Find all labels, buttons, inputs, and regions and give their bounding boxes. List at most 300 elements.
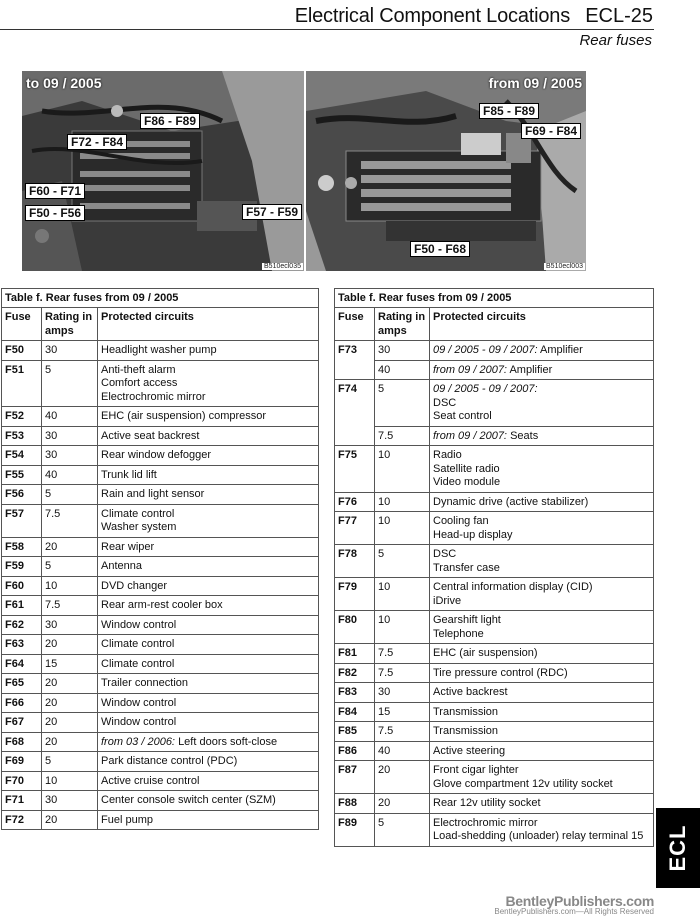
- table-row: [2, 360, 319, 407]
- section-tab-label: ECL: [665, 824, 690, 872]
- photo-left-image: [22, 71, 304, 271]
- circuit-text: Window control: [101, 716, 177, 728]
- fuse-circuits: [430, 611, 654, 644]
- fuse-number: F67: [2, 713, 42, 733]
- circuit-text: Rear window defogger: [101, 449, 212, 461]
- table-row: [335, 492, 654, 512]
- table-row: [335, 794, 654, 814]
- circuit-text: Electrochromic mirror: [101, 390, 206, 403]
- circuit-text: Gearshift light: [433, 614, 501, 626]
- fuse-circuits: [98, 485, 319, 505]
- fuse-number: F61: [2, 596, 42, 616]
- table-row: [2, 537, 319, 557]
- circuit-text: Transfer case: [433, 561, 500, 574]
- circuit-text: Dynamic drive (active stabilizer): [433, 495, 589, 508]
- table-row: [335, 761, 654, 794]
- fuse-rating: 30: [42, 426, 98, 446]
- fuse-circuits: [430, 380, 654, 427]
- fuse-circuits: [430, 644, 654, 664]
- fuse-number: F78: [335, 545, 375, 578]
- fuse-number: F50: [2, 341, 42, 361]
- table-left-caption: Table f. Rear fuses from 09 / 2005: [1, 288, 319, 307]
- fuse-circuits: [430, 813, 654, 846]
- circuit-text: Seat control: [433, 410, 492, 422]
- fuse-circuits: [98, 426, 319, 446]
- circuit-line: [101, 814, 315, 828]
- fuse-circuits: [430, 426, 654, 446]
- fuse-rating: 10: [375, 611, 430, 644]
- table-row: [2, 693, 319, 713]
- fuse-circuits: [430, 741, 654, 761]
- column-header-fuse: Fuse: [2, 308, 42, 341]
- table-row: [2, 446, 319, 466]
- fuse-rating: 20: [42, 674, 98, 694]
- circuit-line: [433, 515, 650, 529]
- fuse-circuits: [430, 360, 654, 380]
- fuse-number: F56: [2, 485, 42, 505]
- fuse-rating: 30: [42, 791, 98, 811]
- circuit-text: Trunk lid lift: [101, 468, 157, 481]
- label-f69-f84-right: F69 - F84: [521, 123, 581, 139]
- table-row: [2, 810, 319, 830]
- circuit-text: Video module: [433, 476, 501, 488]
- fuse-number: F62: [2, 615, 42, 635]
- circuit-line: [101, 716, 315, 730]
- fuse-number: F87: [335, 761, 375, 794]
- circuit-line: [101, 391, 315, 405]
- fuse-number: F64: [2, 654, 42, 674]
- circuit-text: Fuel pump: [101, 813, 153, 826]
- fuse-rating: 5: [375, 380, 430, 427]
- circuit-text: Park distance control (PDC): [101, 755, 238, 767]
- circuit-line: [101, 449, 315, 463]
- fuse-number: F72: [2, 810, 42, 830]
- circuit-line: [433, 830, 650, 844]
- fuse-rating: 5: [42, 485, 98, 505]
- circuit-text: Head-up display: [433, 528, 513, 541]
- circuit-line: [101, 410, 315, 424]
- circuit-line: [433, 797, 650, 811]
- table-right-body: [335, 341, 654, 847]
- fuse-rating: 7.5: [42, 596, 98, 616]
- label-f72-f84-left: F72 - F84: [67, 134, 127, 150]
- fuse-number: F88: [335, 794, 375, 814]
- circuit-text: Amplifier: [540, 344, 583, 356]
- circuit-text: Rain and light sensor: [101, 488, 205, 500]
- circuit-line: [101, 619, 315, 633]
- fuse-rating: 10: [375, 578, 430, 611]
- date-qualifier: 09 / 2005 - 09 / 2007:: [433, 344, 538, 356]
- circuit-line: [101, 508, 315, 522]
- fuse-circuits: [98, 341, 319, 361]
- circuit-line: [433, 686, 650, 700]
- fuse-rating: 7.5: [375, 663, 430, 683]
- table-row: [2, 407, 319, 427]
- table-row: [2, 752, 319, 772]
- fuse-circuits: [98, 557, 319, 577]
- fuse-circuits: [430, 663, 654, 683]
- fuse-circuits: [98, 635, 319, 655]
- circuit-text: DSC: [433, 548, 457, 560]
- fuse-circuits: [98, 407, 319, 427]
- fuse-rating: 20: [42, 810, 98, 830]
- fuse-circuits: [430, 341, 654, 361]
- circuit-line: [101, 344, 315, 358]
- circuit-text: Satellite radio: [433, 462, 500, 475]
- fuse-rating: 10: [375, 492, 430, 512]
- table-row: [335, 380, 654, 427]
- fuse-number: F71: [2, 791, 42, 811]
- fuse-number: F86: [335, 741, 375, 761]
- circuit-line: [101, 469, 315, 483]
- table-row: [335, 545, 654, 578]
- fuse-number: F54: [2, 446, 42, 466]
- fuse-rating: 30: [42, 341, 98, 361]
- circuit-text: Tire pressure control (RDC): [433, 666, 568, 679]
- table-row: [335, 683, 654, 703]
- circuit-line: [101, 430, 315, 444]
- circuit-line: [433, 410, 650, 424]
- fuse-rating: 20: [42, 732, 98, 752]
- circuit-line: [433, 595, 650, 609]
- fuse-number: F80: [335, 611, 375, 644]
- fuse-circuits: [98, 752, 319, 772]
- fuse-number: F60: [2, 576, 42, 596]
- column-header-circuits: Protected circuits: [430, 308, 654, 341]
- circuit-text: Transmission: [433, 705, 498, 718]
- fuse-circuits: [98, 537, 319, 557]
- circuit-text: Climate control: [101, 657, 175, 670]
- circuit-line: [101, 560, 315, 574]
- circuit-text: Antenna: [101, 560, 142, 572]
- fuse-circuits: [430, 578, 654, 611]
- table-row: [2, 504, 319, 537]
- table-row: [2, 713, 319, 733]
- table-row: [2, 485, 319, 505]
- label-f57-f59-left: F57 - F59: [242, 204, 302, 220]
- fuse-number: F84: [335, 702, 375, 722]
- circuit-line: [433, 778, 650, 792]
- column-header-rating: Rating in amps: [375, 308, 430, 341]
- fuse-number: F79: [335, 578, 375, 611]
- circuit-text: Glove compartment 12v utility socket: [433, 777, 613, 790]
- label-f50-f68-right: F50 - F68: [410, 241, 470, 257]
- fuse-rating: 5: [375, 813, 430, 846]
- fuse-circuits: [98, 576, 319, 596]
- fuse-circuits: [430, 761, 654, 794]
- fuse-number: F85: [335, 722, 375, 742]
- fuse-circuits: [98, 615, 319, 635]
- table-row: [335, 446, 654, 493]
- circuit-text: Telephone: [433, 627, 484, 640]
- table-row: [335, 644, 654, 664]
- fuse-circuits: [430, 683, 654, 703]
- circuit-line: [101, 580, 315, 594]
- fuse-rating: 7.5: [375, 426, 430, 446]
- circuit-text: Rear wiper: [101, 540, 155, 553]
- photo-left-period: to 09 / 2005: [26, 75, 102, 91]
- fuse-circuits: [98, 465, 319, 485]
- fuse-rating: 10: [42, 576, 98, 596]
- photo-after-2005: [306, 71, 586, 271]
- table-row: [2, 596, 319, 616]
- fuse-circuits: [98, 771, 319, 791]
- fuse-number: F65: [2, 674, 42, 694]
- table-row: [335, 341, 654, 361]
- circuit-line: [433, 430, 650, 444]
- circuit-line: [101, 755, 315, 769]
- fuse-number: F83: [335, 683, 375, 703]
- circuit-text: Transmission: [433, 725, 498, 737]
- circuit-line: [101, 488, 315, 502]
- circuit-line: [433, 496, 650, 510]
- circuit-text: Radio: [433, 449, 462, 461]
- page-header: [0, 0, 700, 55]
- fuse-rating: 15: [375, 702, 430, 722]
- fuse-circuits: [430, 545, 654, 578]
- fuse-number: F51: [2, 360, 42, 407]
- circuit-line: [433, 344, 650, 358]
- fuse-circuits: [430, 794, 654, 814]
- fuse-number: F81: [335, 644, 375, 664]
- table-left-body: [2, 341, 319, 830]
- fuse-rating: 20: [42, 693, 98, 713]
- circuit-line: [433, 581, 650, 595]
- circuit-line: [433, 745, 650, 759]
- label-f60-f71-left: F60 - F71: [25, 183, 85, 199]
- label-f86-f89-left: F86 - F89: [140, 113, 200, 129]
- circuit-line: [101, 775, 315, 789]
- circuit-line: [433, 364, 650, 378]
- circuit-text: Cooling fan: [433, 515, 489, 527]
- fuse-number: F63: [2, 635, 42, 655]
- date-qualifier: 09 / 2005 - 09 / 2007:: [433, 383, 538, 395]
- fuse-number: F82: [335, 663, 375, 683]
- table-row: [335, 512, 654, 545]
- circuit-text: Center console switch center (SZM): [101, 794, 276, 806]
- fuse-number: F69: [2, 752, 42, 772]
- fuse-circuits: [98, 732, 319, 752]
- circuit-line: [101, 541, 315, 555]
- fuse-rating: 15: [42, 654, 98, 674]
- fuse-number: F53: [2, 426, 42, 446]
- table-left-header-row: [2, 308, 319, 341]
- fuse-rating: 7.5: [375, 722, 430, 742]
- circuit-text: Washer system: [101, 521, 177, 533]
- fuse-rating: 10: [375, 446, 430, 493]
- table-row: [335, 741, 654, 761]
- table-row: [2, 791, 319, 811]
- circuit-line: [433, 647, 650, 661]
- circuit-text: Window control: [101, 618, 177, 631]
- circuit-line: [433, 614, 650, 628]
- fuse-number: F57: [2, 504, 42, 537]
- circuit-line: [101, 677, 315, 691]
- table-row: [2, 576, 319, 596]
- circuit-line: [101, 521, 315, 535]
- fuse-number: F89: [335, 813, 375, 846]
- fuse-number: F75: [335, 446, 375, 493]
- fuse-circuits: [98, 791, 319, 811]
- circuit-line: [101, 658, 315, 672]
- table-row: [335, 360, 654, 380]
- table-row: [335, 663, 654, 683]
- circuit-line: [101, 794, 315, 808]
- circuit-line: [433, 463, 650, 477]
- circuit-text: Headlight washer pump: [101, 344, 217, 356]
- circuit-line: [433, 628, 650, 642]
- fuse-rating: 5: [42, 557, 98, 577]
- circuit-text: DSC: [433, 396, 457, 409]
- circuit-text: EHC (air suspension) compressor: [101, 410, 267, 422]
- circuit-line: [433, 562, 650, 576]
- table-row: [2, 674, 319, 694]
- fuse-table-right: [334, 288, 654, 847]
- fuse-circuits: [98, 693, 319, 713]
- fuse-circuits: [98, 674, 319, 694]
- fuse-rating: 7.5: [375, 644, 430, 664]
- fuse-number: F58: [2, 537, 42, 557]
- circuit-text: Active seat backrest: [101, 429, 200, 442]
- circuit-line: [433, 548, 650, 562]
- fuse-number: F73: [335, 341, 375, 380]
- circuit-text: Electrochromic mirror: [433, 816, 538, 829]
- fuse-circuits: [98, 810, 319, 830]
- column-header-circuits: Protected circuits: [98, 308, 319, 341]
- circuit-line: [101, 364, 315, 378]
- circuit-text: Central information display (CID): [433, 581, 593, 593]
- fuse-circuits: [98, 713, 319, 733]
- circuit-text: Active steering: [433, 744, 506, 757]
- table-row: [2, 426, 319, 446]
- table-row: [2, 654, 319, 674]
- table-row: [2, 635, 319, 655]
- fuse-number: F55: [2, 465, 42, 485]
- fuse-rating: 40: [375, 360, 430, 380]
- fuse-rating: 20: [42, 713, 98, 733]
- circuit-text: Left doors soft-close: [178, 735, 278, 748]
- table-row: [2, 557, 319, 577]
- fuse-number: F77: [335, 512, 375, 545]
- fuse-rating: 30: [42, 446, 98, 466]
- fuse-circuits: [98, 596, 319, 616]
- circuit-line: [433, 449, 650, 463]
- circuit-line: [433, 529, 650, 543]
- fuse-circuits: [98, 446, 319, 466]
- circuit-text: DVD changer: [101, 579, 168, 592]
- photo-right-period: from 09 / 2005: [488, 75, 582, 91]
- circuit-line: [101, 697, 315, 711]
- circuit-text: Comfort access: [101, 377, 178, 389]
- label-f85-f89-right: F85 - F89: [479, 103, 539, 119]
- circuit-text: Climate control: [101, 638, 175, 650]
- circuit-text: Active cruise control: [101, 774, 200, 787]
- photo-right-credit: B510ecl003: [546, 263, 583, 270]
- photo-left-credit: B510ecl035: [264, 263, 301, 270]
- circuit-text: Trailer connection: [101, 677, 189, 689]
- circuit-text: Climate control: [101, 507, 175, 520]
- page-subtitle: Rear fuses: [579, 32, 652, 49]
- fuse-rating: 5: [42, 360, 98, 407]
- fuse-number: F59: [2, 557, 42, 577]
- table-row: [2, 732, 319, 752]
- circuit-line: [101, 377, 315, 391]
- fuse-rating: 30: [375, 341, 430, 361]
- fuse-rating: 40: [42, 465, 98, 485]
- circuit-line: [101, 638, 315, 652]
- circuit-text: Anti-theft alarm: [101, 363, 176, 376]
- fuse-circuits: [430, 722, 654, 742]
- date-qualifier: from 09 / 2007:: [433, 429, 507, 442]
- page-footer: [494, 893, 654, 916]
- circuit-line: [101, 736, 315, 750]
- circuit-text: Amplifier: [509, 363, 553, 376]
- fuse-rating: 5: [42, 752, 98, 772]
- table-right-header-row: [335, 308, 654, 341]
- photo-before-2005: [22, 71, 304, 271]
- publisher-logo: BentleyPublishers.com: [505, 893, 654, 909]
- fuse-number: F74: [335, 380, 375, 446]
- fuse-rating: 20: [42, 635, 98, 655]
- fuse-circuits: [98, 654, 319, 674]
- fuse-number: F52: [2, 407, 42, 427]
- table-row: [2, 341, 319, 361]
- fuse-rating: 30: [42, 615, 98, 635]
- fuse-rating: 30: [375, 683, 430, 703]
- fuse-number: F68: [2, 732, 42, 752]
- circuit-text: Rear arm-rest cooler box: [101, 599, 223, 611]
- date-qualifier: from 09 / 2007:: [433, 363, 507, 376]
- copyright-line: BentleyPublishers.com—All Rights Reserved: [494, 907, 654, 916]
- table-row: [335, 813, 654, 846]
- fuse-rating: 5: [375, 545, 430, 578]
- fuse-circuits: [430, 512, 654, 545]
- circuit-text: EHC (air suspension): [433, 647, 538, 659]
- circuit-line: [101, 599, 315, 613]
- circuit-text: Active backrest: [433, 686, 508, 698]
- fuse-number: F70: [2, 771, 42, 791]
- circuit-text: Seats: [510, 429, 539, 442]
- fuse-rating: 7.5: [42, 504, 98, 537]
- fuse-rating: 40: [375, 741, 430, 761]
- circuit-text: Rear 12v utility socket: [433, 797, 541, 809]
- table-row: [335, 578, 654, 611]
- fuse-rating: 10: [42, 771, 98, 791]
- fuse-rating: 40: [42, 407, 98, 427]
- circuit-line: [433, 764, 650, 778]
- column-header-fuse: Fuse: [335, 308, 375, 341]
- column-header-rating: Rating in amps: [42, 308, 98, 341]
- circuit-text: Window control: [101, 696, 177, 709]
- fuse-table-left: [1, 288, 319, 830]
- table-row: [335, 426, 654, 446]
- fuse-circuits: [430, 446, 654, 493]
- circuit-text: iDrive: [433, 594, 462, 607]
- circuit-text: Load-shedding (unloader) relay terminal 15: [433, 830, 644, 842]
- table-row: [335, 702, 654, 722]
- fuse-rating: 10: [375, 512, 430, 545]
- circuit-line: [433, 476, 650, 490]
- fuse-rating: 20: [42, 537, 98, 557]
- header-rule: [0, 29, 654, 30]
- table-row: [2, 465, 319, 485]
- fuse-circuits: [98, 360, 319, 407]
- section-tab: [656, 808, 700, 888]
- table-row: [335, 722, 654, 742]
- fuse-circuits: [430, 702, 654, 722]
- circuit-text: Front cigar lighter: [433, 764, 519, 776]
- fuse-circuits: [98, 504, 319, 537]
